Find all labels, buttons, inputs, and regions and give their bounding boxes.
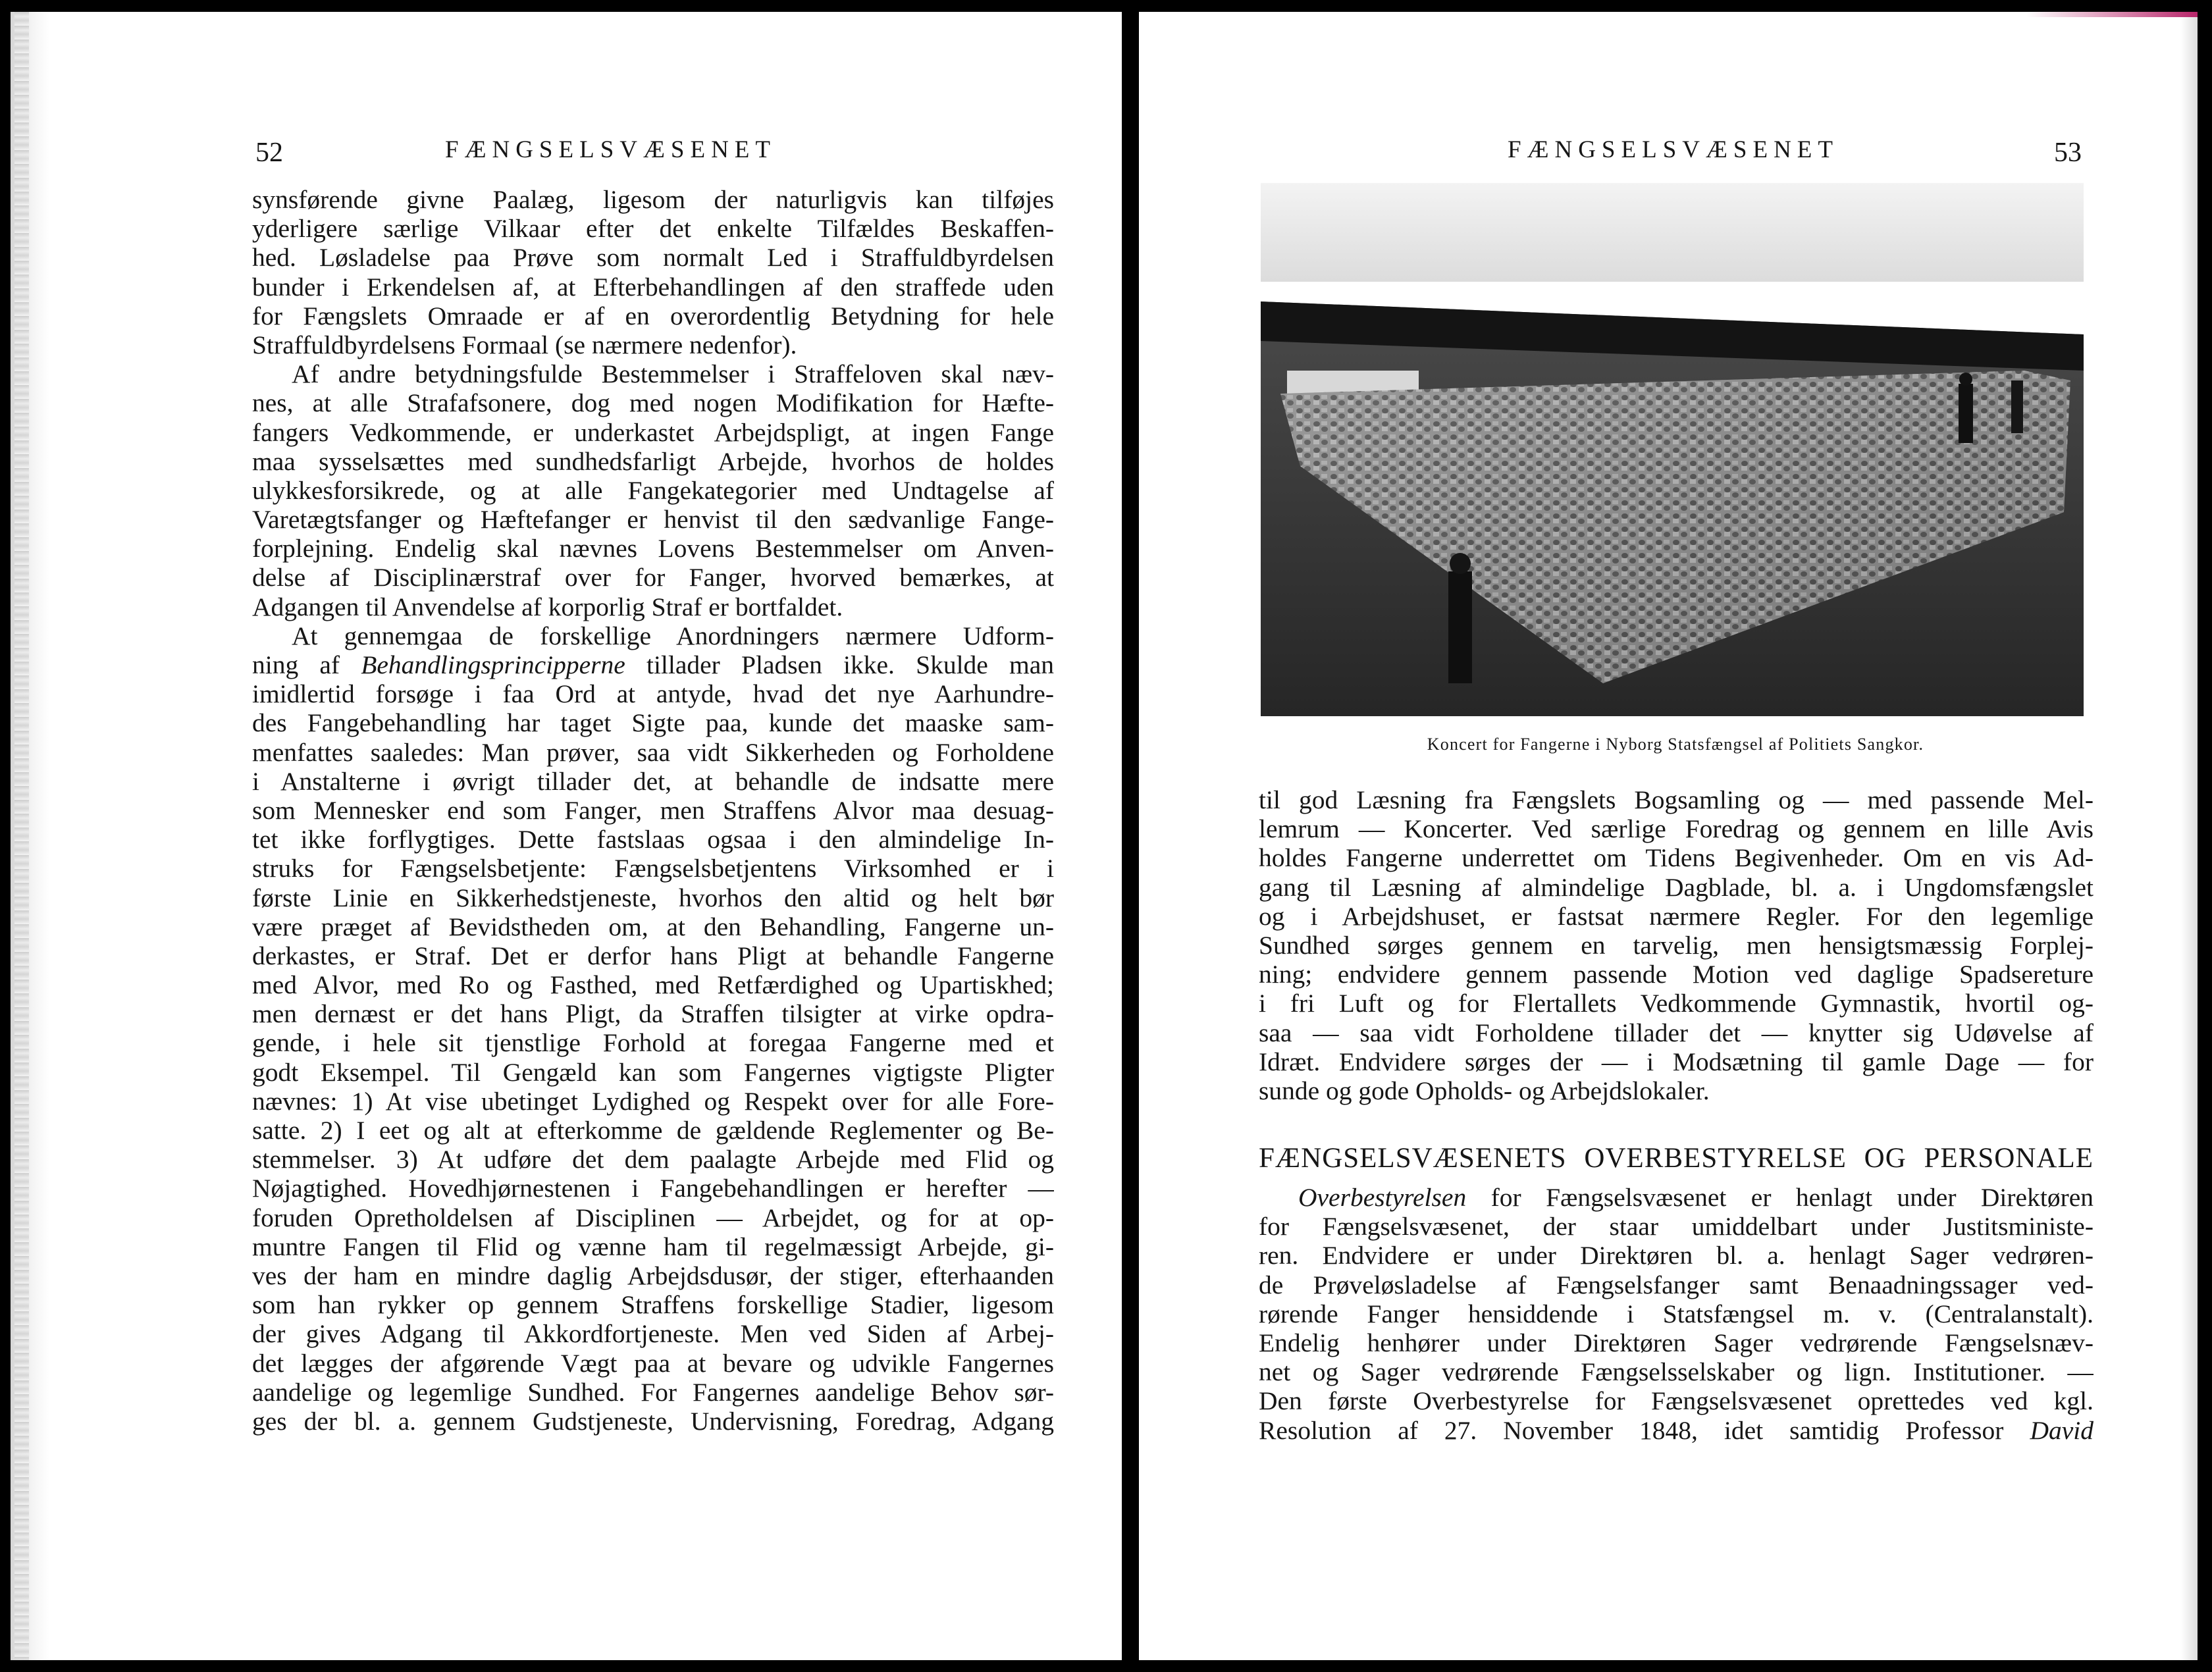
photo-caption: Koncert for Fangerne i Nyborg Statsfængsel af Politiets Sangkor. bbox=[1427, 735, 1924, 754]
text-line: Endelig henhører under Direktøren Sager vedrørende Fængselsnæv- bbox=[1259, 1328, 2094, 1357]
text-line: hed. Løsladelse paa Prøve som normalt Led i Straffuldbyrdelsen bbox=[252, 243, 1054, 273]
running-head: FÆNGSELSVÆSENET bbox=[445, 136, 776, 163]
right-page bbox=[1139, 12, 2198, 1660]
text-line: nes, at alle Strafafsonere, dog med nogen Modifikation for Hæfte- bbox=[252, 388, 1054, 418]
text-fragment: tillader Pladsen ikke. Skulde man bbox=[646, 650, 1054, 679]
text-line: net og Sager vedrørende Fængselsselskaber og lign. Institutioner. — bbox=[1259, 1357, 2094, 1387]
text-line: men dernæst er det hans Pligt, da Straffen tilsigter at virke opdra- bbox=[252, 999, 1054, 1029]
text-line: aandelige og legemlige Sundhed. For Fangernes aandelige Behov sør- bbox=[252, 1377, 1054, 1407]
italic-term: Behandlingsprincipperne bbox=[361, 650, 625, 679]
text-line: i Anstalterne i øvrigt tillader det, at behandle de indsatte mere bbox=[252, 766, 1054, 796]
italic-term: Overbestyrelsen bbox=[1298, 1183, 1467, 1212]
text-fragment: ning af bbox=[252, 650, 340, 679]
text-line: holdes Fangerne underrettet om Tidens Begivenheder. Om en vis Ad- bbox=[1259, 843, 2094, 873]
text-line: til god Læsning fra Fængslets Bogsamling og — med passende Mel- bbox=[1259, 785, 2094, 814]
text-line: ges der bl. a. gennem Gudstjeneste, Undervisning, Foredrag, Adgang bbox=[252, 1406, 1054, 1436]
text-line: derkastes, er Straf. Det er derfor hans Pligt at behandle Fangerne bbox=[252, 941, 1054, 970]
text-line: og i Arbejdshuset, er fastsat nærmere Regler. For den legemlige bbox=[1259, 901, 2094, 931]
text-line: sunde og gode Opholds- og Arbejdslokaler. bbox=[1259, 1076, 1710, 1105]
text-line: delse af Disciplinærstraf over for Fanger, hvorved bemærkes, at bbox=[252, 563, 1054, 592]
body-text bbox=[252, 185, 1054, 1436]
page-edge-shadow bbox=[2180, 12, 2198, 1660]
text-line: i fri Luft og for Flertallets Vedkommende Gymnastik, hvortil og- bbox=[1259, 989, 2094, 1018]
text-line: der gives Adgang til Akkordfortjeneste. Men ved Siden af Arbej- bbox=[252, 1319, 1054, 1349]
text-line: At gennemgaa de forskellige Anordningers nærmere Udform- bbox=[292, 621, 1054, 650]
page-number: 52 bbox=[255, 138, 283, 168]
text-line: for Fængslets Omraade er af en overordentlig Betydning for hele bbox=[252, 301, 1054, 330]
text-line: ning; endvidere gennem passende Motion ved daglige Spadsereture bbox=[1259, 960, 2094, 989]
text-line: muntre Fangen til Flid og vænne ham til regelmæssigt Arbejde, gi- bbox=[252, 1232, 1054, 1261]
text-line: forplejning. Endelig skal nævnes Lovens Bestemmelser om Anven- bbox=[252, 534, 1054, 563]
text-line: Den første Overbestyrelse for Fængselsvæsenet oprettedes ved kgl. bbox=[1259, 1386, 2094, 1416]
text-line: bunder i Erkendelsen af, at Efterbehandlingen af den straffede uden bbox=[252, 272, 1054, 301]
text-line: tet ikke forflygtiges. Dette fastslaas ogsaa i den almindelige In- bbox=[252, 825, 1054, 854]
text-line: lemrum — Koncerter. Ved særlige Foredrag og gennem en lille Avis bbox=[1259, 814, 2094, 844]
text-line: som han rykker op gennem Straffens forskellige Stadier, ligesom bbox=[252, 1290, 1054, 1320]
text-line: Varetægtsfanger og Hæftefanger er henvist til den sædvanlige Fange- bbox=[252, 505, 1054, 535]
edge-marking bbox=[2026, 12, 2198, 17]
text-line: for Fængselsvæsenet, der staar umiddelbart under Justitsministe- bbox=[1259, 1212, 2094, 1241]
body-text-lower bbox=[1259, 1183, 2094, 1445]
text-line: være præget af Bevidstheden om, at den Behandling, Fangerne un- bbox=[252, 912, 1054, 941]
text-line: godt Eksempel. Til Gengæld kan som Fangernes vigtigste Pligter bbox=[252, 1057, 1054, 1087]
photograph-image bbox=[1261, 183, 2084, 716]
running-head: FÆNGSELSVÆSENET bbox=[1508, 136, 1839, 163]
text-line bbox=[252, 650, 1054, 679]
text-line: gende, i hele sit tjenstlige Forhold at foregaa Fangerne med et bbox=[252, 1028, 1054, 1058]
text-line: det lægges der afgørende Vægt paa at bevare og udvikle Fangernes bbox=[252, 1348, 1054, 1378]
section-heading: FÆNGSELSVÆSENETS OVERBESTYRELSE OG PERSONALE bbox=[1259, 1143, 2094, 1174]
text-line: gang til Læsning af almindelige Dagblade, bl. a. i Ungdomsfængslet bbox=[1259, 872, 2094, 902]
text-line: nævnes: 1) At vise ubetinget Lydighed og Respekt over for alle Fore- bbox=[252, 1086, 1054, 1116]
text-line: satte. 2) I eet og alt at efterkomme de gældende Reglementer og Be- bbox=[252, 1116, 1054, 1145]
text-line: struks for Fængselsbetjente: Fængselsbetjentens Virksomhed er i bbox=[252, 854, 1054, 883]
text-line: rørende Fanger hensiddende i Statsfængsel m. v. (Centralanstalt). bbox=[1259, 1299, 2094, 1328]
text-line: stemmelser. 3) At udføre det dem paalagte Arbejde med Flid og bbox=[252, 1145, 1054, 1174]
left-page bbox=[11, 12, 1122, 1660]
text-line: de Prøveløsladelse af Fængselsfanger samt Benaadningssager ved- bbox=[1259, 1270, 2094, 1299]
text-line: maa sysselsættes med sundhedsfarligt Arbejde, hvorhos de holdes bbox=[252, 446, 1054, 476]
text-line: synsførende givne Paalæg, ligesom der naturligvis kan tilføjes bbox=[252, 185, 1054, 214]
text-line: yderligere særlige Vilkaar efter det enkelte Tilfældes Beskaffen- bbox=[252, 214, 1054, 244]
text-line: menfattes saaledes: Man prøver, saa vidt Sikkerheden og Forholdene bbox=[252, 737, 1054, 767]
text-line: ves der ham en mindre daglig Arbejdsdusør, der stiger, efterhaanden bbox=[252, 1261, 1054, 1290]
text-fragment: for Fængselsvæsenet er henlagt under Direktøren bbox=[1490, 1183, 2094, 1212]
text-line: ulykkesforsikrede, og at alle Fangekategorier med Undtagelse af bbox=[252, 475, 1054, 505]
text-line: som Mennesker end som Fanger, men Straffens Alvor maa desuag- bbox=[252, 795, 1054, 825]
text-line: imidlertid forsøge i faa Ord at antyde, hvad det nye Aarhundre- bbox=[252, 679, 1054, 709]
text-line: Sundhed sørges gennem en tarvelig, men hensigtsmæssig Forplej- bbox=[1259, 930, 2094, 960]
text-line: saa — saa vidt Forholdene tillader det — knytter sig Udøvelse af bbox=[1259, 1018, 2094, 1047]
italic-name: David bbox=[2030, 1415, 2094, 1445]
text-line bbox=[1259, 1183, 2094, 1212]
photograph-prisoners-concert bbox=[1261, 183, 2084, 716]
page-number: 53 bbox=[2054, 138, 2082, 168]
text-line: Nøjagtighed. Hovedhjørnestenen i Fangebehandlingen er herefter — bbox=[252, 1174, 1054, 1203]
text-line bbox=[1259, 1416, 2094, 1445]
page-edge-shadow bbox=[11, 12, 50, 1660]
body-text-upper bbox=[1259, 785, 2094, 1105]
text-line: fangers Vedkommende, er underkastet Arbejdspligt, at ingen Fange bbox=[252, 417, 1054, 447]
text-line: ren. Endvidere er under Direktøren bl. a. henlagt Sager vedrøren- bbox=[1259, 1241, 2094, 1270]
text-line: med Alvor, med Ro og Fasthed, med Retfærdighed og Upartiskhed; bbox=[252, 970, 1054, 1000]
text-line: des Fangebehandling har taget Sigte paa, kunde det maaske sam- bbox=[252, 708, 1054, 738]
text-line: Adgangen til Anvendelse af korporlig Straf er bortfaldet. bbox=[252, 592, 843, 621]
text-line: første Linie en Sikkerhedstjeneste, hvorhos den altid og helt bør bbox=[252, 883, 1054, 912]
text-line: Idræt. Endvidere sørges der — i Modsætning til gamle Dage — for bbox=[1259, 1047, 2094, 1076]
text-line: Straffuldbyrdelsens Formaal (se nærmere nedenfor). bbox=[252, 330, 797, 359]
text-fragment: Resolution af 27. November 1848, idet samtidig Professor bbox=[1259, 1415, 2004, 1445]
text-line: Af andre betydningsfulde Bestemmelser i Straffeloven skal næv- bbox=[292, 359, 1054, 389]
text-line: foruden Opretholdelsen af Disciplinen — Arbejdet, og for at op- bbox=[252, 1203, 1054, 1232]
